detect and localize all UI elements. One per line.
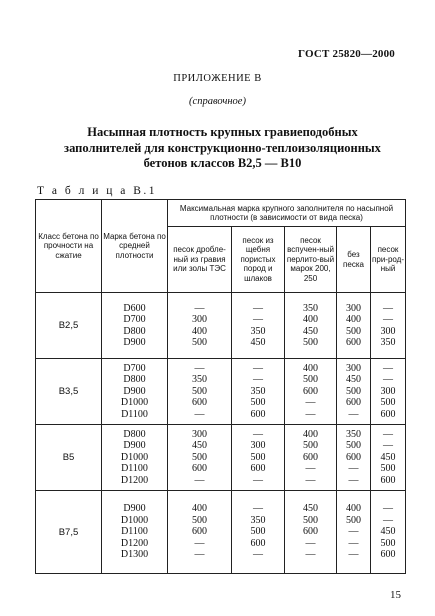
page-number: 15 [390, 589, 401, 601]
aggregate-grade-value: 300 [192, 314, 207, 325]
aggregate-grade-value: 300 [380, 385, 396, 397]
aggregate-grade-value: 600 [380, 549, 396, 561]
aggregate-grade-value: 500 [303, 514, 318, 526]
aggregate-grade-value: 600 [192, 397, 207, 409]
aggregate-grade-value: — [383, 374, 394, 386]
aggregate-grade-cell [232, 359, 285, 425]
aggregate-grade-value: 300 [250, 440, 266, 452]
aggregate-grade-cell [285, 359, 337, 425]
aggregate-grade-value: 450 [303, 325, 318, 337]
aggregate-grade-value: 600 [380, 474, 396, 486]
aggregate-grade-cell [168, 491, 232, 574]
aggregate-grade-cell [285, 491, 337, 574]
aggregate-grade-value: 400 [192, 503, 207, 515]
aggregate-grade-value: — [348, 526, 359, 538]
aggregate-grade-value: 600 [303, 451, 318, 463]
density-grade-value: D1200 [120, 537, 149, 549]
aggregate-grade-value: 350 [346, 428, 361, 440]
aggregate-grade-value: 450 [303, 503, 318, 515]
aggregate-grade-value: 350 [250, 514, 266, 526]
aggregate-grade-value: 350 [250, 385, 266, 397]
density-grade-value: D1000 [120, 514, 149, 526]
density-grade-value: D1000 [120, 397, 149, 409]
density-grade-cell [102, 491, 168, 574]
aggregate-grade-value: — [383, 428, 394, 440]
header-no-sand: без песка [337, 227, 371, 293]
concrete-class-cell: В7,5 [36, 491, 102, 574]
aggregate-grade-value: 500 [380, 537, 396, 549]
aggregate-grade-value: 450 [250, 337, 266, 348]
title-line: заполнителей для конструкционно-теплоизоляционных [64, 140, 381, 155]
aggregate-grade-cell [168, 425, 232, 491]
density-grade-value: D700 [123, 314, 146, 325]
aggregate-grade-cell [337, 293, 371, 359]
density-grade-value: D900 [123, 440, 146, 452]
density-grade-value: D800 [123, 325, 146, 337]
aggregate-grade-value: — [305, 549, 316, 561]
aggregate-grade-value: 500 [192, 385, 207, 397]
document-title [50, 125, 395, 172]
aggregate-grade-value: 350 [250, 325, 266, 337]
aggregate-grade-value: — [348, 463, 359, 475]
aggregate-grade-value: — [305, 537, 316, 549]
aggregate-grade-value: 500 [250, 397, 266, 409]
density-grade-cell [102, 425, 168, 491]
aggregate-grade-value: 500 [250, 526, 266, 538]
aggregate-grade-value: 400 [346, 503, 361, 515]
aggregate-grade-value: 300 [380, 325, 396, 337]
concrete-class-cell: В5 [36, 425, 102, 491]
aggregate-grade-value: 450 [346, 374, 361, 386]
aggregate-grade-value: 350 [380, 337, 396, 348]
header-class: Класс бетона по прочности на сжатие [36, 200, 102, 293]
density-grade-value: D1100 [121, 526, 148, 538]
table-body [36, 293, 406, 574]
density-grade-value: D800 [123, 428, 146, 440]
aggregate-grade-value: 450 [192, 440, 207, 452]
aggregate-grade-value: — [383, 503, 394, 515]
aggregate-grade-value: 400 [303, 428, 318, 440]
aggregate-grade-value: — [253, 302, 263, 314]
density-grade-value: D900 [123, 385, 146, 397]
density-grade-value: D600 [123, 302, 146, 314]
density-grade-cell [102, 359, 168, 425]
aggregate-grade-value: 350 [192, 374, 207, 386]
aggregate-grade-value: 500 [380, 463, 396, 475]
aggregate-grade-value: — [305, 474, 316, 486]
aggregate-grade-value: 600 [192, 463, 207, 475]
aggregate-grade-value: 400 [303, 362, 318, 374]
aggregate-grade-value: — [194, 408, 205, 420]
aggregate-grade-value: — [253, 374, 263, 386]
density-grade-value: D800 [123, 374, 146, 386]
density-table [35, 199, 406, 574]
density-grade-value: D900 [123, 337, 146, 348]
header-sand-crushed: песок дробле-ный из гравия или золы ТЭС [168, 227, 232, 293]
aggregate-grade-value: 600 [346, 451, 361, 463]
aggregate-grade-value: 500 [346, 440, 361, 452]
density-grade-value: D1100 [121, 463, 148, 475]
aggregate-grade-value: — [348, 474, 359, 486]
aggregate-grade-value: 600 [250, 463, 266, 475]
aggregate-grade-value: 450 [380, 451, 396, 463]
aggregate-grade-value: 600 [250, 537, 266, 549]
aggregate-grade-value: 600 [380, 408, 396, 420]
aggregate-grade-value: 500 [346, 385, 361, 397]
concrete-class-cell: В2,5 [36, 293, 102, 359]
aggregate-grade-value: 600 [346, 337, 361, 348]
aggregate-grade-cell [371, 359, 406, 425]
aggregate-grade-value: — [253, 474, 263, 486]
aggregate-grade-value: — [348, 537, 359, 549]
table-label: Т а б л и ц а В.1 [37, 185, 158, 197]
aggregate-grade-value: — [194, 549, 205, 561]
aggregate-grade-value: — [194, 362, 205, 374]
aggregate-grade-value: — [305, 463, 316, 475]
aggregate-grade-value: 500 [250, 451, 266, 463]
aggregate-grade-value: 300 [192, 428, 207, 440]
table-row [36, 425, 406, 491]
density-grade-value: D1300 [120, 549, 149, 561]
aggregate-grade-cell [168, 293, 232, 359]
aggregate-grade-value: — [348, 408, 359, 420]
header-grade: Марка бетона по средней плотности [102, 200, 168, 293]
aggregate-grade-value: 500 [303, 337, 318, 348]
aggregate-grade-value: 300 [346, 362, 361, 374]
aggregate-grade-value: — [194, 302, 205, 314]
aggregate-grade-value: 600 [346, 397, 361, 409]
header-sand-porous: песок из щебня пористых пород и шлаков [232, 227, 285, 293]
header-aggregate-group: Максимальная марка крупного заполнителя по насыпной плотности (в зависимости от вида песка) [168, 200, 406, 227]
aggregate-grade-value: — [383, 314, 394, 325]
aggregate-grade-cell [232, 491, 285, 574]
aggregate-grade-cell [371, 425, 406, 491]
aggregate-grade-cell [232, 293, 285, 359]
aggregate-grade-cell [337, 359, 371, 425]
aggregate-grade-value: 500 [303, 440, 318, 452]
aggregate-grade-cell [168, 359, 232, 425]
aggregate-grade-value: 600 [250, 408, 266, 420]
aggregate-grade-value: 400 [303, 314, 318, 325]
aggregate-grade-value: 350 [303, 302, 318, 314]
aggregate-grade-value: 400 [192, 325, 207, 337]
aggregate-grade-value: 400 [346, 314, 361, 325]
aggregate-grade-value: — [383, 514, 394, 526]
concrete-class-cell: В3,5 [36, 359, 102, 425]
aggregate-grade-cell [337, 425, 371, 491]
aggregate-grade-value: 500 [192, 337, 207, 348]
aggregate-grade-value: 500 [346, 514, 361, 526]
aggregate-grade-value: — [348, 549, 359, 561]
aggregate-grade-cell [285, 425, 337, 491]
aggregate-grade-value: 500 [303, 374, 318, 386]
aggregate-grade-value: — [305, 397, 316, 409]
aggregate-grade-value: 300 [346, 302, 361, 314]
aggregate-grade-value: 450 [380, 526, 396, 538]
aggregate-grade-cell [371, 491, 406, 574]
header-sand-perlite: песок вспучен-ный перлито-вый марок 200, 250 [285, 227, 337, 293]
aggregate-grade-cell [285, 293, 337, 359]
appendix-type: (справочное) [189, 96, 246, 107]
aggregate-grade-value: — [383, 302, 394, 314]
aggregate-grade-cell [337, 491, 371, 574]
aggregate-grade-value: 500 [346, 325, 361, 337]
table-header [36, 200, 406, 293]
header-sand-natural: песок при-род-ный [371, 227, 406, 293]
appendix-label: ПРИЛОЖЕНИЕ В [173, 73, 262, 84]
density-grade-value: D700 [123, 362, 146, 374]
aggregate-grade-cell [371, 293, 406, 359]
aggregate-grade-value: — [253, 362, 263, 374]
density-grade-value: D900 [123, 503, 146, 515]
aggregate-grade-value: 600 [303, 385, 318, 397]
density-grade-value: D1200 [120, 474, 149, 486]
aggregate-grade-value: 600 [303, 526, 318, 538]
aggregate-grade-value: — [253, 314, 263, 325]
table-row [36, 293, 406, 359]
aggregate-grade-value: — [194, 537, 205, 549]
aggregate-grade-value: — [253, 428, 263, 440]
density-grade-value: D1100 [121, 408, 148, 420]
aggregate-grade-value: — [253, 549, 263, 561]
aggregate-grade-value: — [383, 362, 394, 374]
density-grade-cell [102, 293, 168, 359]
aggregate-grade-value: — [305, 408, 316, 420]
title-line: Насыпная плотность крупных гравиеподобных [87, 125, 358, 139]
aggregate-grade-value: 500 [192, 514, 207, 526]
aggregate-grade-value: 500 [380, 397, 396, 409]
aggregate-grade-value: 600 [192, 526, 207, 538]
title-line: бетонов классов В2,5 — В10 [143, 156, 302, 170]
density-grade-value: D1000 [120, 451, 149, 463]
table-row [36, 359, 406, 425]
aggregate-grade-value: — [253, 503, 263, 515]
standard-number: ГОСТ 25820—2000 [298, 48, 395, 60]
aggregate-grade-value: — [194, 474, 205, 486]
aggregate-grade-value: 500 [192, 451, 207, 463]
table-row [36, 491, 406, 574]
aggregate-grade-cell [232, 425, 285, 491]
aggregate-grade-value: — [383, 440, 394, 452]
